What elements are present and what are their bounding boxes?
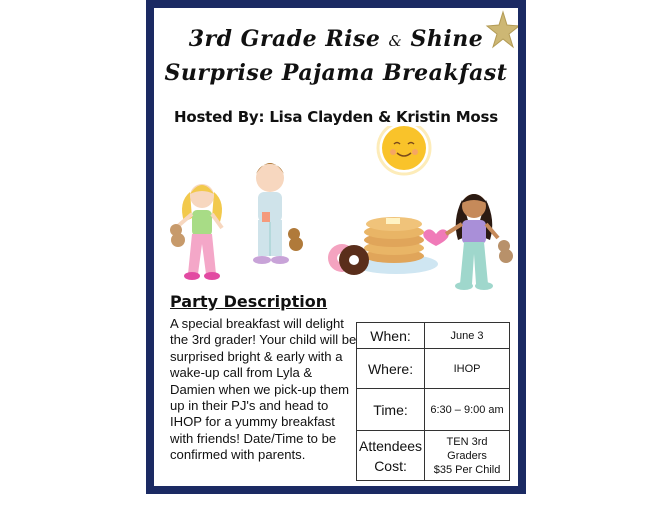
attendees-cost-label [357, 431, 425, 481]
where-value: IHOP [425, 349, 510, 389]
heart-icon [423, 229, 449, 246]
hosted-by-line: Hosted By: Lisa Clayden & Kristin Moss [174, 108, 498, 126]
title-line-2: Surprise Pajama Breakfast [164, 60, 508, 86]
boy-illustration [253, 163, 303, 264]
party-description-heading: Party Description [170, 292, 328, 311]
table-row [357, 323, 510, 349]
attendees-label: Attendees [359, 437, 423, 454]
flyer-border [146, 0, 526, 494]
attendees-cost-value [425, 431, 510, 481]
time-label: Time: [357, 389, 425, 431]
sun-icon [378, 126, 430, 174]
attendees-value: TEN 3rd Graders [446, 435, 488, 462]
where-label: Where: [357, 349, 425, 389]
when-value: June 3 [425, 323, 510, 349]
cost-value: $35 Per Child [433, 463, 501, 476]
event-details-table [356, 322, 510, 481]
time-value: 6:30 – 9:00 am [425, 389, 510, 431]
when-label: When: [357, 323, 425, 349]
star-icon [485, 10, 518, 50]
table-row [357, 431, 510, 481]
title-line-1: 3rd Grade Rise & Shine [188, 26, 484, 52]
pancakes-illustration [328, 217, 438, 275]
girl-blonde-illustration [170, 184, 222, 280]
party-description-text: A special breakfast will delight the 3rd grader! Your child will be surprised bright & early with a wake-up call from Lyla & Damien when we pick-up them up in their PJ's and head to IHOP for a yummy breakfast with friends! Date/Time to be confirmed with parents. [170, 316, 357, 463]
flyer-page [154, 8, 518, 486]
cost-label: Cost: [374, 457, 407, 474]
table-row [357, 389, 510, 431]
girl-dark-hair-illustration [446, 194, 513, 290]
pajama-party-illustration [154, 126, 518, 306]
table-row [357, 349, 510, 389]
